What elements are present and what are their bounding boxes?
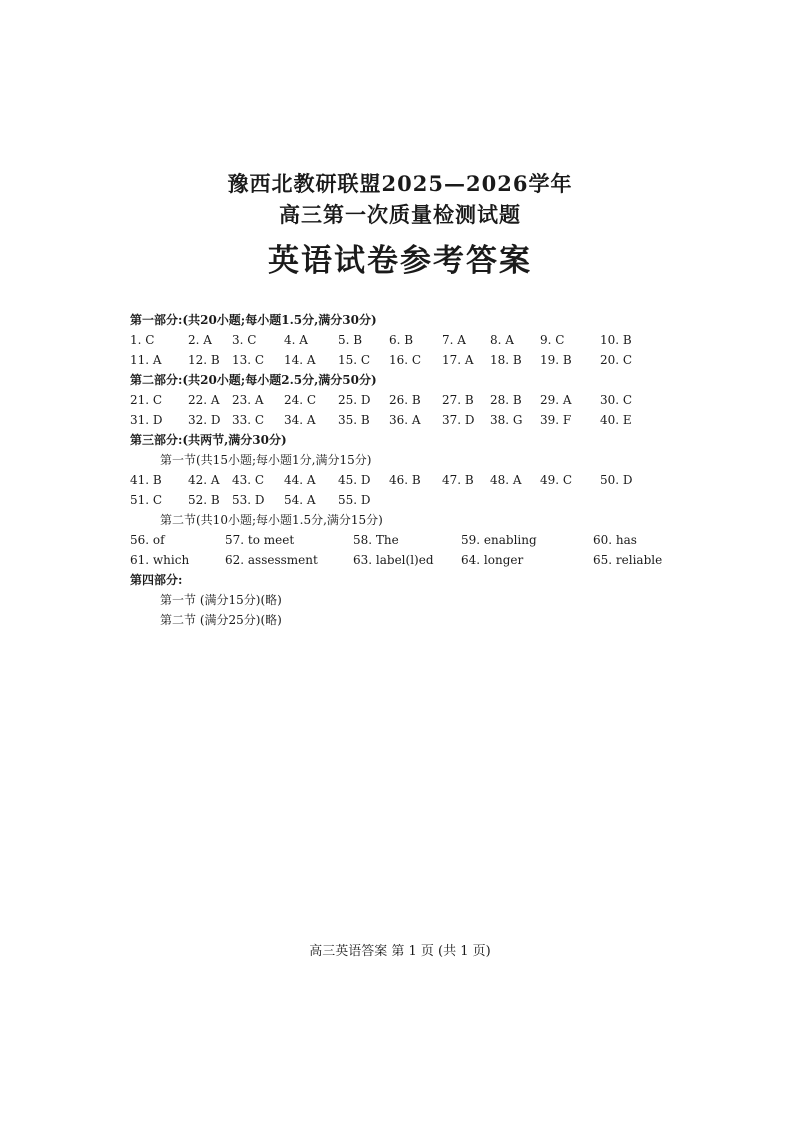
part3-section1-heading: 第一节(共15小题;每小题1分,满分15分) (160, 453, 372, 467)
part1-row2 (130, 350, 690, 370)
answer-item: 13. C (232, 353, 265, 367)
fill-item: 58. The (353, 533, 399, 547)
part3-heading: 第三部分:(共两节,满分30分) (130, 433, 287, 447)
part3-row1 (130, 470, 690, 490)
answer-item: 51. C (130, 493, 163, 507)
answer-item: 9. C (540, 333, 565, 347)
title-line-2: 高三第一次质量检测试题 (279, 202, 521, 227)
page-title: 英语试卷参考答案 (268, 243, 532, 279)
part4-heading: 第四部分: (130, 573, 183, 587)
answer-item: 29. A (540, 393, 572, 407)
answer-item: 52. B (188, 493, 220, 507)
answer-item: 23. A (232, 393, 264, 407)
part3-fill-row2 (130, 550, 690, 570)
answer-item: 14. A (284, 353, 316, 367)
answer-item: 2. A (188, 333, 212, 347)
answer-item: 28. B (490, 393, 522, 407)
answer-item: 6. B (389, 333, 414, 347)
answer-item: 47. B (442, 473, 474, 487)
answer-item: 10. B (600, 333, 632, 347)
answer-item: 5. B (338, 333, 363, 347)
answer-item: 7. A (442, 333, 466, 347)
answer-item: 54. A (284, 493, 316, 507)
part3-section2-heading: 第二节(共10小题;每小题1.5分,满分15分) (160, 513, 383, 527)
answer-item: 27. B (442, 393, 474, 407)
answer-content (130, 310, 690, 630)
answer-item: 46. B (389, 473, 421, 487)
answer-item: 42. A (188, 473, 220, 487)
answer-item: 26. B (389, 393, 421, 407)
answer-item: 41. B (130, 473, 162, 487)
answer-item: 44. A (284, 473, 316, 487)
answer-item: 36. A (389, 413, 421, 427)
answer-item: 31. D (130, 413, 163, 427)
answer-item: 37. D (442, 413, 475, 427)
answer-item: 21. C (130, 393, 163, 407)
part2-row1 (130, 390, 690, 410)
fill-item: 63. label(l)ed (353, 553, 434, 567)
answer-item: 39. F (540, 413, 572, 427)
answer-item: 25. D (338, 393, 371, 407)
title-block (0, 168, 800, 284)
fill-item: 56. of (130, 533, 165, 547)
answer-item: 3. C (232, 333, 257, 347)
answer-item: 16. C (389, 353, 422, 367)
answer-item: 50. D (600, 473, 633, 487)
answer-item: 48. A (490, 473, 522, 487)
fill-item: 61. which (130, 553, 190, 567)
answer-item: 32. D (188, 413, 221, 427)
answer-item: 34. A (284, 413, 316, 427)
answer-item: 17. A (442, 353, 474, 367)
answer-item: 35. B (338, 413, 370, 427)
answer-item: 11. A (130, 353, 162, 367)
answer-item: 24. C (284, 393, 317, 407)
answer-item: 33. C (232, 413, 265, 427)
answer-item: 12. B (188, 353, 220, 367)
answer-item: 53. D (232, 493, 265, 507)
answer-item: 43. C (232, 473, 265, 487)
part1-row1 (130, 330, 690, 350)
answer-item: 38. G (490, 413, 523, 427)
part4-section2: 第二节 (满分25分)(略) (160, 613, 282, 627)
answer-item: 30. C (600, 393, 633, 407)
part1-heading: 第一部分:(共20小题;每小题1.5分,满分30分) (130, 313, 377, 327)
fill-item: 65. reliable (593, 553, 663, 567)
part3-row2 (130, 490, 690, 510)
part2-heading: 第二部分:(共20小题;每小题2.5分,满分50分) (130, 373, 377, 387)
fill-item: 60. has (593, 533, 637, 547)
part2-row2 (130, 410, 690, 430)
answer-item: 15. C (338, 353, 371, 367)
page-footer: 高三英语答案 第 1 页 (共 1 页) (309, 944, 491, 959)
answer-item: 49. C (540, 473, 573, 487)
answer-item: 55. D (338, 493, 371, 507)
answer-item: 4. A (284, 333, 308, 347)
fill-item: 64. longer (461, 553, 524, 567)
fill-item: 57. to meet (225, 533, 295, 547)
part3-fill-row1 (130, 530, 690, 550)
fill-item: 62. assessment (225, 553, 318, 567)
title-line-1: 豫西北教研联盟2025—2026学年 (227, 171, 573, 196)
answer-item: 45. D (338, 473, 371, 487)
answer-item: 40. E (600, 413, 632, 427)
answer-item: 18. B (490, 353, 522, 367)
part4-section1: 第一节 (满分15分)(略) (160, 593, 282, 607)
answer-item: 1. C (130, 333, 155, 347)
answer-item: 19. B (540, 353, 572, 367)
fill-item: 59. enabling (461, 533, 537, 547)
answer-item: 8. A (490, 333, 514, 347)
answer-item: 22. A (188, 393, 220, 407)
answer-item: 20. C (600, 353, 633, 367)
